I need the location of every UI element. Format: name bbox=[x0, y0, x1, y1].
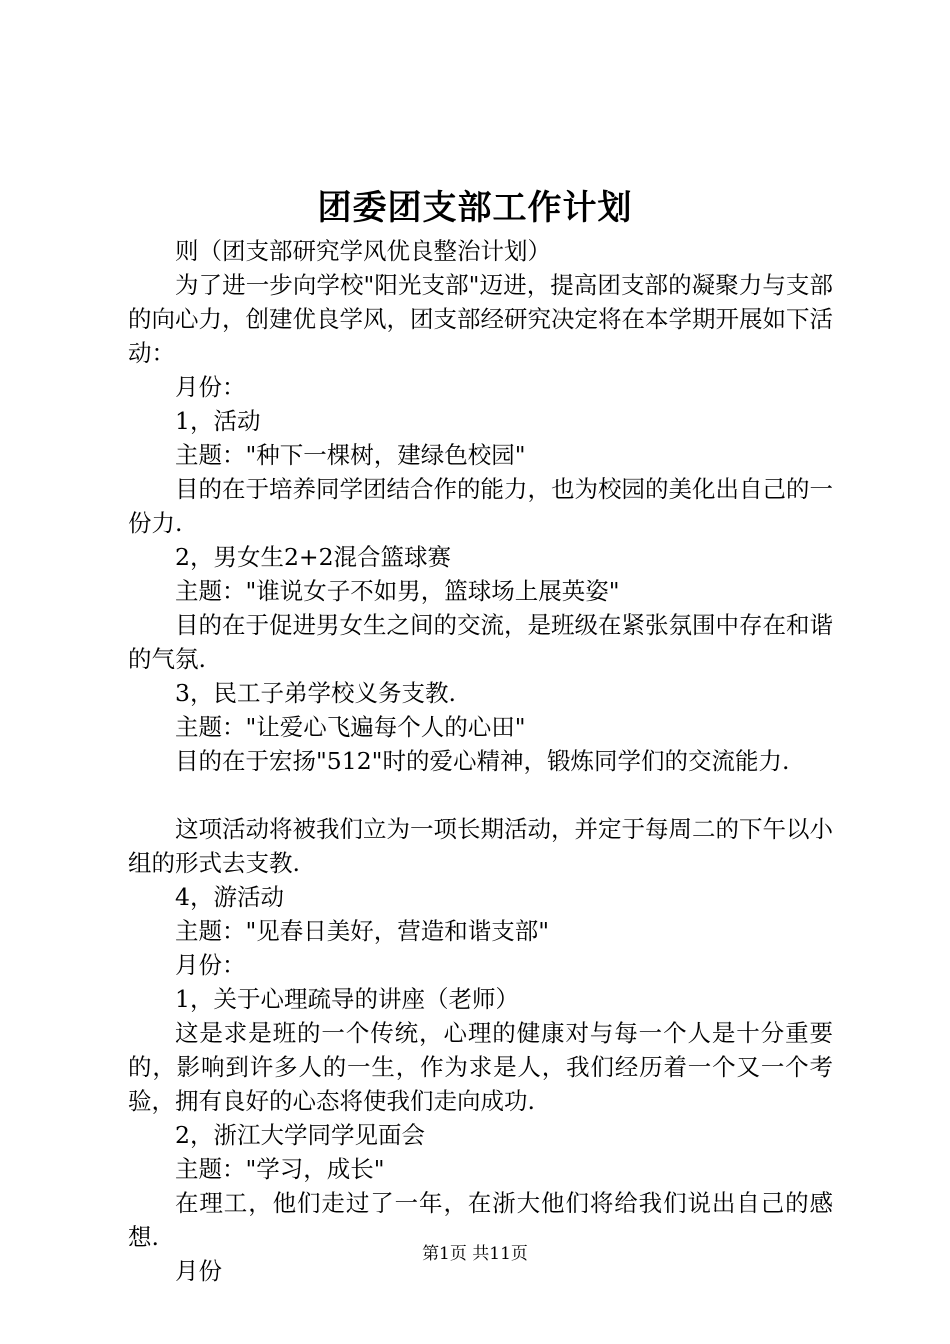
paragraph-11: 主题："让爱心飞遍每个人的心田" bbox=[175, 713, 526, 741]
paragraph-1: 则（团支部研究学风优良整治计划） bbox=[175, 237, 551, 265]
paragraph-15: 主题："见春日美好，营造和谐支部" bbox=[175, 917, 550, 945]
paragraph-6: 目的在于培养同学团结合作的能力，也为校园的美化出自己的一份力. bbox=[128, 475, 833, 537]
paragraph-4: 1，活动 bbox=[175, 407, 261, 435]
paragraph-2: 为了进一步向学校"阳光支部"迈进，提高团支部的凝聚力与支部的向心力，创建优良学风，团支部经研究决定将在本学期开展如下活动： bbox=[128, 271, 833, 367]
document-body bbox=[128, 234, 833, 1288]
paragraph-12: 目的在于宏扬"512"时的爱心精神，锻炼同学们的交流能力. bbox=[175, 747, 790, 775]
paragraph-spacer bbox=[128, 778, 833, 812]
paragraph-13: 这项活动将被我们立为一项长期活动，并定于每周二的下午以小组的形式去支教. bbox=[128, 815, 833, 877]
paragraph-17: 1，关于心理疏导的讲座（老师） bbox=[175, 985, 519, 1013]
paragraph-3: 月份： bbox=[175, 373, 246, 401]
paragraph-22: 月份 bbox=[175, 1257, 222, 1285]
paragraph-16: 月份： bbox=[175, 951, 246, 979]
paragraph-5: 主题："种下一棵树，建绿色校园" bbox=[175, 441, 526, 469]
paragraph-21: 在理工，他们走过了一年，在浙大他们将给我们说出自己的感想. bbox=[128, 1189, 833, 1251]
document-title: 团委团支部工作计划 bbox=[317, 188, 633, 228]
page-footer: 第1页 共11页 bbox=[422, 1244, 528, 1264]
paragraph-7: 2，男女生2+2混合篮球赛 bbox=[175, 543, 452, 571]
paragraph-18: 这是求是班的一个传统，心理的健康对与每一个人是十分重要的，影响到许多人的一生，作为求是人，我们经历着一个又一个考验，拥有良好的心态将使我们走向成功. bbox=[128, 1019, 833, 1115]
paragraph-10: 3，民工子弟学校义务支教. bbox=[175, 679, 456, 707]
paragraph-20: 主题："学习，成长" bbox=[175, 1155, 385, 1183]
paragraph-8: 主题："谁说女子不如男，篮球场上展英姿" bbox=[175, 577, 620, 605]
paragraph-9: 目的在于促进男女生之间的交流，是班级在紧张氛围中存在和谐的气氛. bbox=[128, 611, 833, 673]
paragraph-14: 4，游活动 bbox=[175, 883, 284, 911]
paragraph-19: 2，浙江大学同学见面会 bbox=[175, 1121, 425, 1149]
